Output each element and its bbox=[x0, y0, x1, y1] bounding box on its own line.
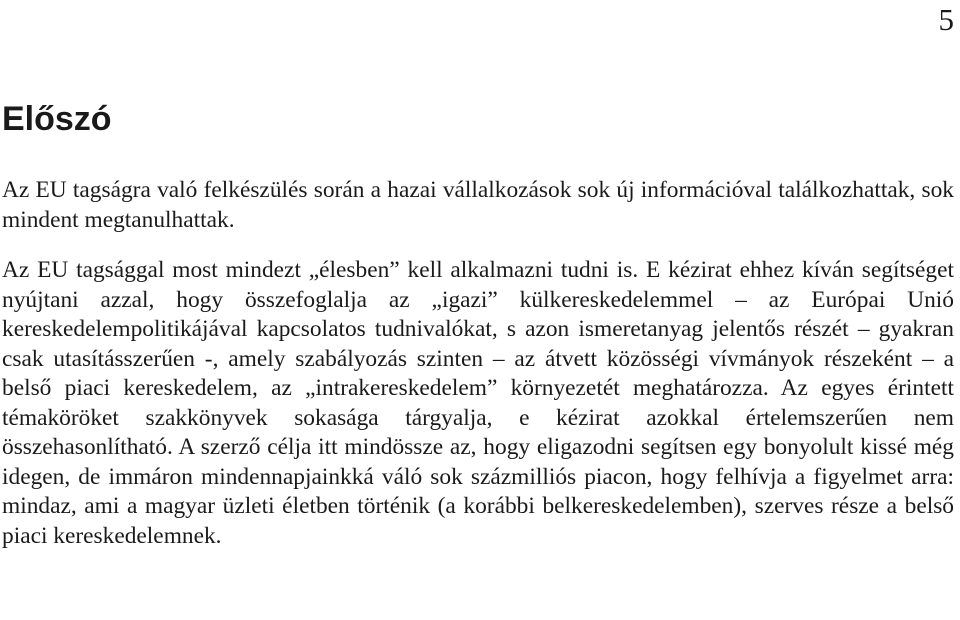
page-title: Előszó bbox=[2, 100, 112, 138]
paragraph-main: Az EU tagsággal most mindezt „élesben” kell alkalmazni tudni is. E kézirat ehhez kíván segítséget nyújtani azzal, hogy összefoglalja az „igazi” külkereskedelemmel – az Európai Unió kereskedelempolitikájával kapcsolatos tudnivalókat, s azon ismeretanyag jelentős részét – gyakran csak utasításszerűen -, amely szabályozás szinten – az átvett közösségi vívmányok részeként – a belső piaci kereskedelem, az „intrakereskedelem” környezetét meghatározza. Az egyes érintett témaköröket szakkönyvek sokasága tárgyalja, e kézirat azokkal értelemszerűen nem összehasonlítható. A szerző célja itt mindössze az, hogy eligazodni segítsen egy bonyolult kissé még idegen, de immáron mindennapjainkká váló sok százmilliós piacon, hogy felhívja a figyelmet arra: mindaz, ami a magyar üzleti életben történik (a korábbi belkereskedelemben), szerves része a belső piaci kereskedelemnek. bbox=[2, 257, 954, 549]
page-number: 5 bbox=[938, 2, 954, 37]
paragraph-intro: Az EU tagságra való felkészülés során a hazai vállalkozások sok új információval találkozhattak, sok mindent megtanulhattak. bbox=[2, 177, 954, 233]
